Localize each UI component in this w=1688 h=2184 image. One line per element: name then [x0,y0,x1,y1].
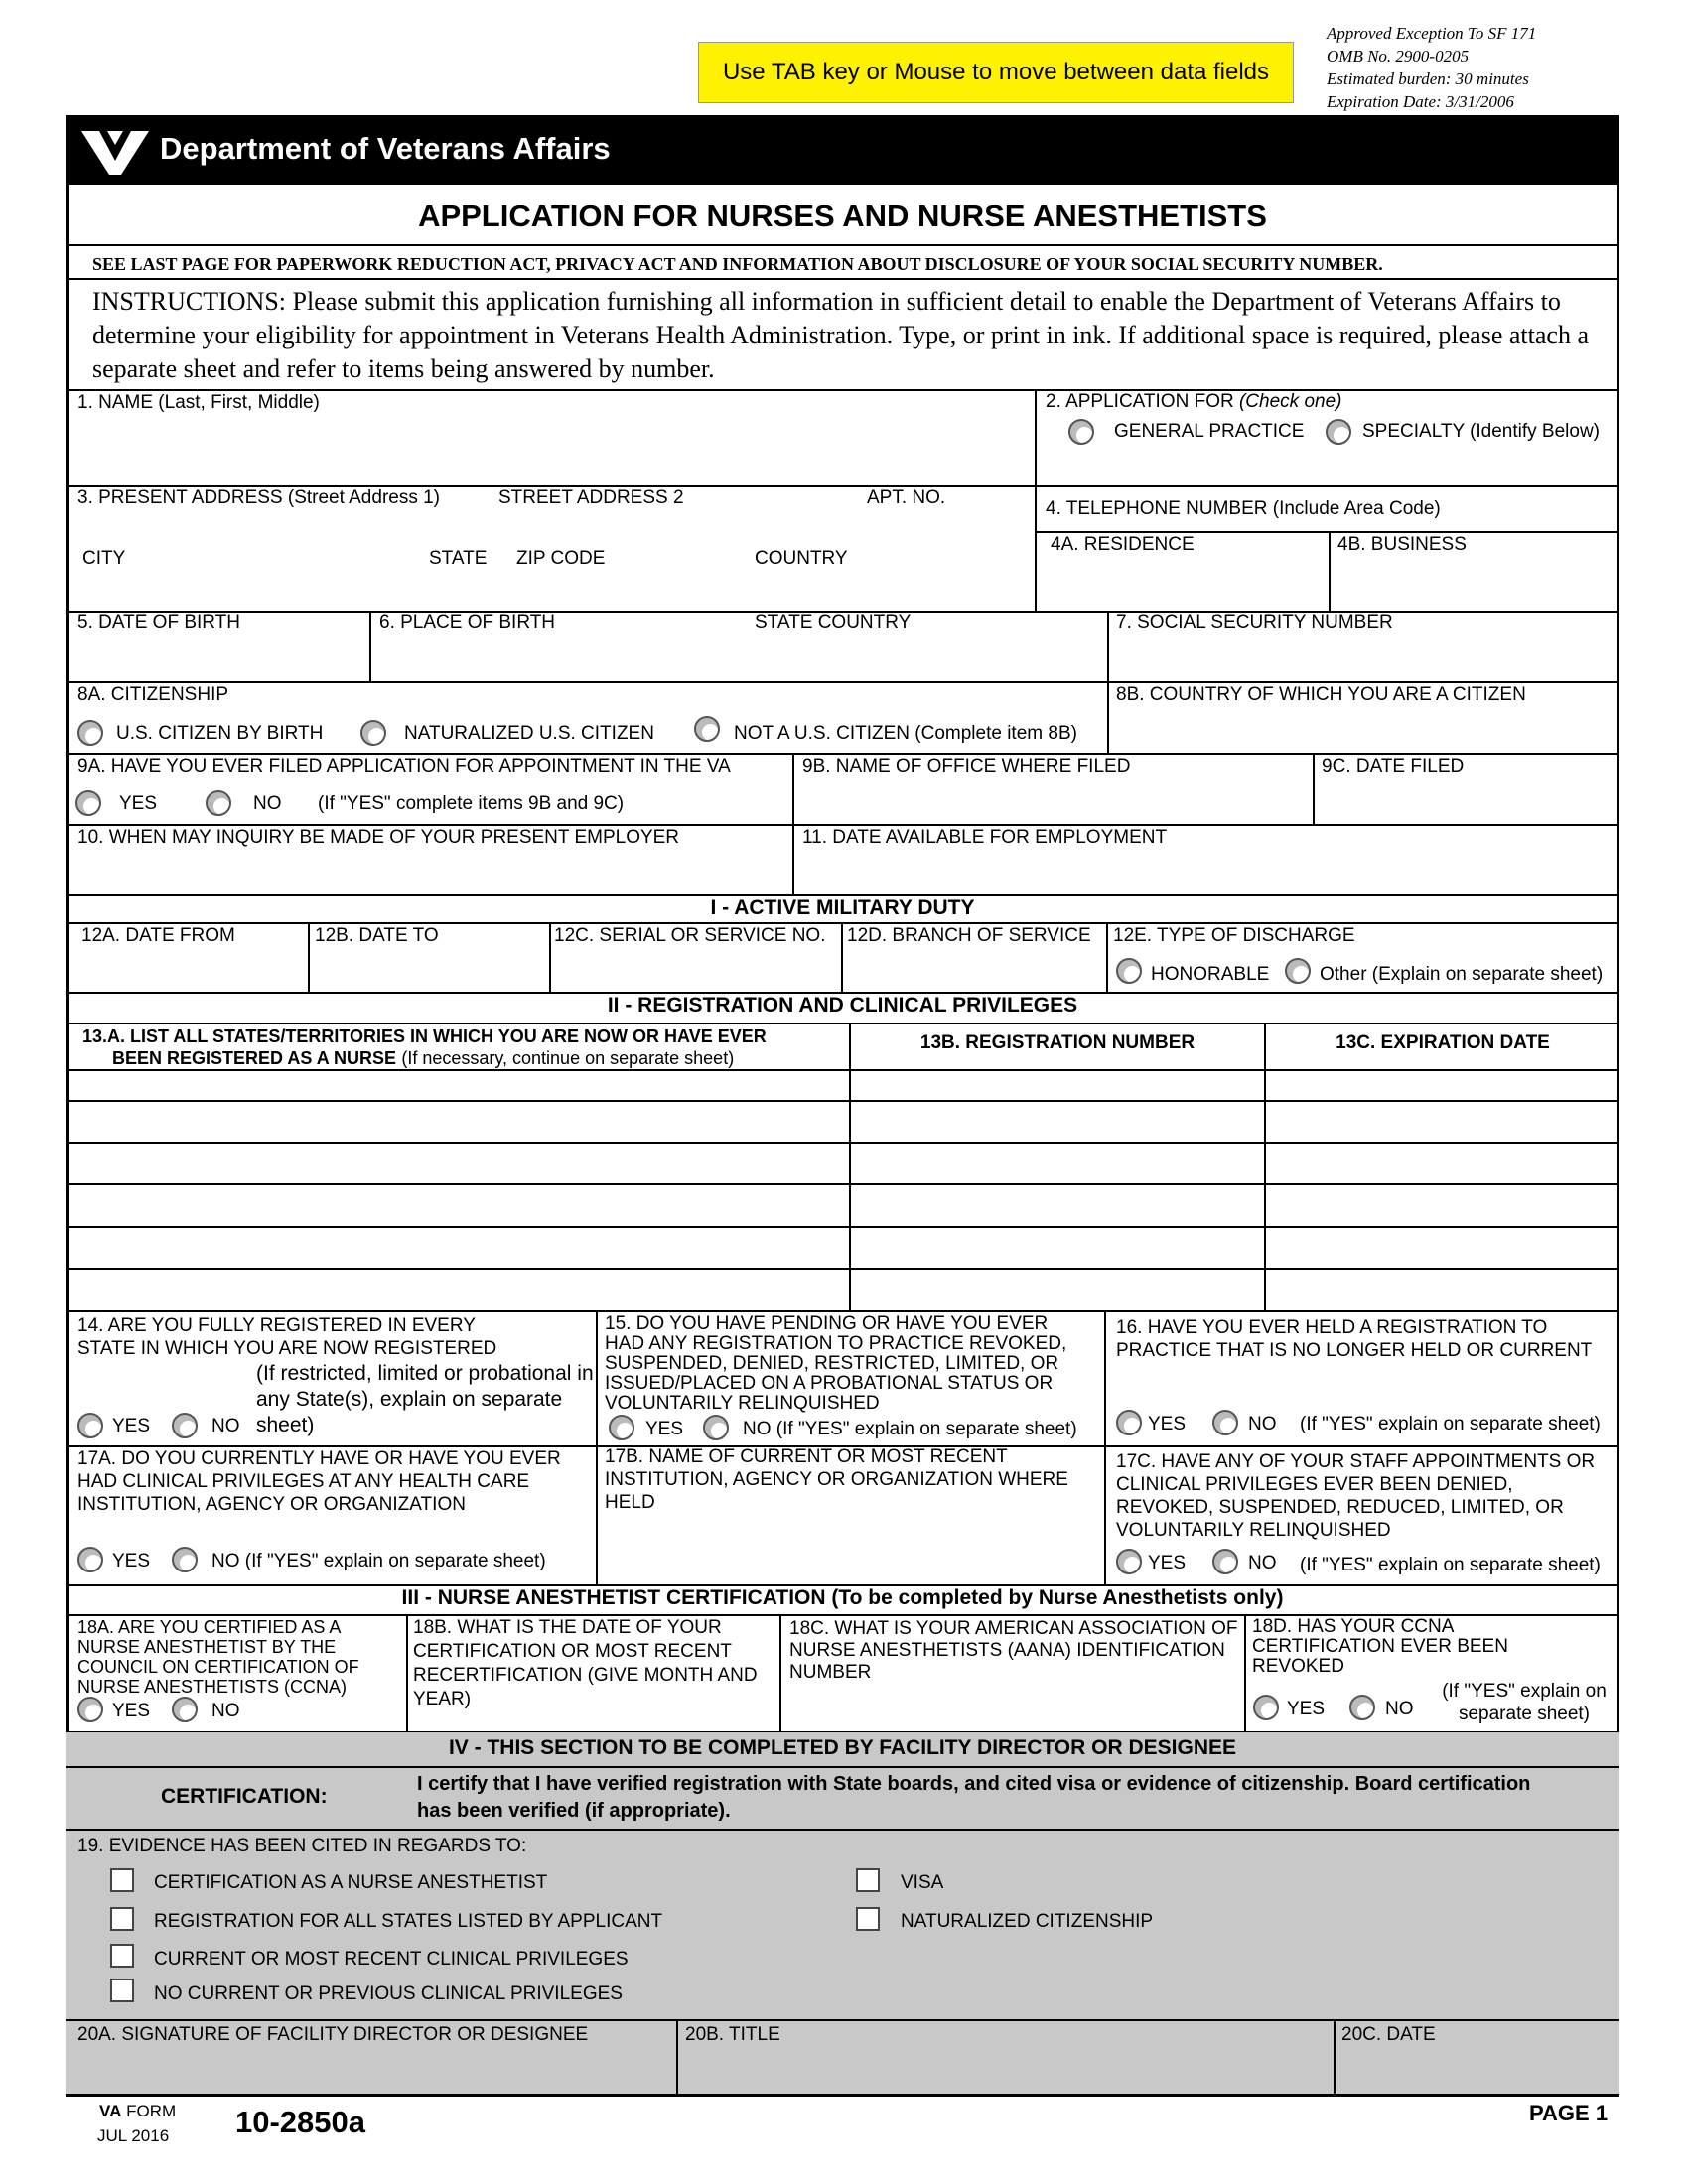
aana-number-label: 18C. WHAT IS YOUR AMERICAN ASSOCIATION OF NURSE ANESTHETISTS (AANA) IDENTIFICATION NUMBER [789,1618,1238,1683]
address-label: 3. PRESENT ADDRESS (Street Address 1) [77,487,441,508]
city-label: CITY [82,548,126,569]
residence-label: 4A. RESIDENCE [1051,534,1195,555]
navigation-hint: Use TAB key or Mouse to move between data fields [698,42,1294,103]
table-row [66,1268,1619,1270]
rule [66,1069,1619,1071]
va-banner [66,115,1619,185]
rule [1244,1614,1246,1731]
pending-revocation-label: 15. DO YOU HAVE PENDING OR HAVE YOU EVER HAD ANY REGISTRATION TO PRACTICE REVOKED, SUSPENDED, DENIED, RESTRICTED, LIMITED, OR ISSUED/PLACED ON A PROBATIONAL STATUS OR VOLUNTARILY RELINQUISHED [605,1313,1067,1414]
omb-line: Estimated burden: 30 minutes [1327,69,1529,88]
page-number: PAGE 1 [1529,2101,1609,2125]
rule [1329,531,1331,611]
rule [66,1766,1619,1768]
state-label: STATE [429,548,488,569]
held-no-radio[interactable] [1212,1410,1238,1435]
form-number: 10-2850a [235,2105,366,2139]
citizen-by-birth-label: U.S. CITIZEN BY BIRTH [116,723,324,744]
rule [1035,389,1037,611]
filed-no-radio[interactable] [206,790,231,816]
omb-block [1327,22,1664,113]
application-for-label: 2. APPLICATION FOR (Check one) [1046,391,1342,412]
revoked-no-label: NO (If "YES" explain on separate sheet) [743,1419,1077,1439]
dob-label: 5. DATE OF BIRTH [77,613,240,633]
date-filed-label: 9C. DATE FILED [1322,756,1465,777]
other-discharge-radio[interactable] [1285,958,1311,984]
title-label: 20B. TITLE [685,2024,780,2045]
business-label: 4B. BUSINESS [1337,534,1467,555]
not-citizen-label: NOT A U.S. CITIZEN (Complete item 8B) [734,723,1077,744]
pob-label: 6. PLACE OF BIRTH [379,613,556,633]
rule [308,922,310,992]
section-1-title: I - ACTIVE MILITARY DUTY [710,896,975,919]
states-header-2: BEEN REGISTERED AS A NURSE (If necessary, continue on separate sheet) [112,1048,735,1068]
citizenship-label: 8A. CITIZENSHIP [77,684,229,705]
naturalized-citizenship-checkbox[interactable] [856,1907,880,1931]
rule [66,244,1619,246]
general-practice-label: GENERAL PRACTICE [1114,421,1305,442]
discharge-label: 12E. TYPE OF DISCHARGE [1113,925,1355,946]
visa-checkbox[interactable] [856,1868,880,1892]
omb-line: Approved Exception To SF 171 [1327,24,1537,43]
section-3-title: III - NURSE ANESTHETIST CERTIFICATION (To be completed by Nurse Anesthetists only) [401,1586,1284,1609]
denied-yes-label: YES [1148,1553,1187,1573]
rule [66,1310,1619,1312]
filed-note: (If "YES" complete items 9B and 9C) [318,793,625,814]
honorable-radio[interactable] [1116,958,1142,984]
naturalized-radio[interactable] [360,720,386,746]
date-available-label: 11. DATE AVAILABLE FOR EMPLOYMENT [802,827,1168,848]
not-citizen-radio[interactable] [694,716,720,742]
table-row [66,1226,1619,1228]
privileges-no-radio[interactable] [172,1547,198,1572]
va-form-label: VA FORM [99,2102,177,2120]
rule [1104,1310,1106,1584]
ccna-revoked-label: 18D. HAS YOUR CCNA CERTIFICATION EVER BEEN REVOKED [1252,1616,1508,1677]
revoked-ccna-yes-label: YES [1287,1699,1326,1719]
rule [779,1614,781,1731]
registration-number-header: 13B. REGISTRATION NUMBER [919,1032,1196,1053]
filed-no-label: NO [253,793,282,814]
country-citizen-label: 8B. COUNTRY OF WHICH YOU ARE A CITIZEN [1116,684,1526,705]
ssn-label: 7. SOCIAL SECURITY NUMBER [1116,613,1393,633]
table-row [66,1100,1619,1102]
citizen-by-birth-radio[interactable] [77,720,103,746]
held-yes-radio[interactable] [1116,1410,1142,1435]
street2-label: STREET ADDRESS 2 [498,487,684,508]
revoked-ccna-no-radio[interactable] [1349,1695,1375,1720]
revoked-ccna-no-label: NO [1385,1699,1414,1719]
revoked-yes-label: YES [645,1419,684,1439]
filed-application-label: 9A. HAVE YOU EVER FILED APPLICATION FOR APPOINTMENT IN THE VA [77,756,731,777]
section-4-title: IV - THIS SECTION TO BE COMPLETED BY FACILITY DIRECTOR OR DESIGNEE [448,1736,1237,1759]
states-header: 13.A. LIST ALL STATES/TERRITORIES IN WHICH YOU ARE NOW OR HAVE EVER [82,1026,767,1046]
rule [66,2019,1619,2021]
fully-registered-label: 14. ARE YOU FULLY REGISTERED IN EVERY STATE IN WHICH YOU ARE NOW REGISTERED [77,1315,497,1359]
date-label: 20C. DATE [1341,2024,1436,2045]
service-no-label: 12C. SERIAL OR SERVICE NO. [554,925,826,946]
privileges-no-label: NO (If "YES" explain on separate sheet) [211,1551,546,1571]
clinical-privileges-label: 17A. DO YOU CURRENTLY HAVE OR HAVE YOU EVER HAD CLINICAL PRIVILEGES AT ANY HEALTH CARE INSTITUTION, AGENCY OR ORGANIZATION [77,1448,561,1515]
checkbox-label: CURRENT OR MOST RECENT CLINICAL PRIVILEGES [154,1949,629,1970]
country-label: COUNTRY [755,548,848,569]
privileges-yes-label: YES [112,1551,151,1571]
rule [549,922,551,992]
registered-yes-radio[interactable] [77,1413,103,1438]
checkbox-label: VISA [901,1872,944,1893]
filed-yes-label: YES [119,793,158,814]
omb-line: Expiration Date: 3/31/2006 [1327,92,1514,111]
evidence-label: 19. EVIDENCE HAS BEEN CITED IN REGARDS TO: [77,1836,527,1856]
section-2-title: II - REGISTRATION AND CLINICAL PRIVILEGES [607,994,1078,1017]
office-filed-label: 9B. NAME OF OFFICE WHERE FILED [802,756,1131,777]
form-date: JUL 2016 [97,2126,170,2145]
honorable-label: HONORABLE [1151,964,1270,985]
zip-label: ZIP CODE [516,548,606,569]
branch-label: 12D. BRANCH OF SERVICE [847,925,1091,946]
form-title: APPLICATION FOR NURSES AND NURSE ANESTHETISTS [418,199,1267,233]
naturalized-label: NATURALIZED U.S. CITIZEN [404,723,654,744]
held-no-label: NO [1248,1414,1277,1434]
institution-name-label: 17B. NAME OF CURRENT OR MOST RECENT INSTITUTION, AGENCY OR ORGANIZATION WHERE HELD [605,1446,1068,1513]
current-privileges-checkbox[interactable] [110,1944,134,1968]
checkbox-label: CERTIFICATION AS A NURSE ANESTHETIST [154,1872,548,1893]
certification-statement: I certify that I have verified registration with State boards, and cited visa or evidence of citizenship. Board certification has been verified (if appropriate). [417,1773,1531,1822]
held-yes-label: YES [1148,1414,1187,1434]
ccna-yes-label: YES [112,1701,151,1721]
held-explain-note: (If "YES" explain on separate sheet) [1300,1414,1601,1434]
rule [841,922,843,992]
specialty-radio[interactable] [1326,419,1351,445]
apt-label: APT. NO. [867,487,946,508]
rule [1106,922,1108,992]
rule [369,611,371,683]
name-label: 1. NAME (Last, First, Middle) [77,392,320,413]
rule [66,1829,1619,1831]
denied-explain-note: (If "YES" explain on separate sheet) [1300,1555,1601,1575]
signature-label: 20A. SIGNATURE OF FACILITY DIRECTOR OR DESIGNEE [77,2024,589,2045]
denied-no-radio[interactable] [1212,1549,1238,1574]
revoked-no-radio[interactable] [703,1415,729,1440]
revoked-ccna-note: (If "YES" explain on separate sheet) [1442,1681,1607,1724]
pob-state-country-label: STATE COUNTRY [755,613,912,633]
omb-line: OMB No. 2900-0205 [1327,47,1470,66]
registered-yes-label: YES [112,1416,151,1436]
rule [596,1310,598,1584]
department-name: Department of Veterans Affairs [160,131,611,166]
revoked-ccna-yes-radio[interactable] [1253,1695,1279,1720]
registered-no-radio[interactable] [172,1413,198,1438]
ccna-certified-label: 18A. ARE YOU CERTIFIED AS A NURSE ANESTHETIST BY THE COUNCIL ON CERTIFICATION OF NURSE ANESTHETISTS (CCNA) [77,1617,359,1697]
date-to-label: 12B. DATE TO [315,925,439,946]
telephone-label: 4. TELEPHONE NUMBER (Include Area Code) [1046,498,1441,519]
ccna-yes-radio[interactable] [77,1697,103,1722]
ccna-no-radio[interactable] [172,1697,198,1722]
ccna-no-label: NO [211,1701,240,1721]
nurse-anesthetist-checkbox[interactable] [110,1868,134,1892]
filed-yes-radio[interactable] [75,790,101,816]
rule [1334,2019,1336,2095]
revoked-yes-radio[interactable] [609,1415,634,1440]
rule [66,1023,1619,1024]
specialty-label: SPECIALTY (Identify Below) [1362,421,1601,442]
cert-date-label: 18B. WHAT IS THE DATE OF YOUR CERTIFICATION OR MOST RECENT RECERTIFICATION (GIVE MONTH AND YEAR) [413,1617,758,1709]
denied-yes-radio[interactable] [1116,1549,1142,1574]
rule [1313,753,1315,824]
other-discharge-label: Other (Explain on separate sheet) [1320,964,1604,985]
certification-label: CERTIFICATION: [161,1785,328,1808]
general-practice-radio[interactable] [1068,419,1094,445]
table-row [66,1142,1619,1144]
disclosure-notice: SEE LAST PAGE FOR PAPERWORK REDUCTION ACT, PRIVACY ACT AND INFORMATION ABOUT DISCLOSURE OF YOUR SOCIAL SECURITY NUMBER. [92,254,1383,274]
checkbox-label: REGISTRATION FOR ALL STATES LISTED BY APPLICANT [154,1911,663,1932]
va-logo-icon [77,123,153,179]
instructions: INSTRUCTIONS: Please submit this application furnishing all information in sufficient detail to enable the Department of Veterans Affairs to determine your eligibility for appointment in Veterans Health Administration. Type, or print in ink. If additional space is required, please attach a separate sheet and refer to items being answered by number. [92,287,1589,383]
appointments-denied-label: 17C. HAVE ANY OF YOUR STAFF APPOINTMENTS OR CLINICAL PRIVILEGES EVER BEEN DENIED, REVOKED, SUSPENDED, REDUCED, LIMITED, OR VOLUNTARILY RELINQUISHED [1116,1451,1596,1541]
rule [66,278,1619,280]
checkbox-label: NO CURRENT OR PREVIOUS CLINICAL PRIVILEGES [154,1983,623,2004]
table-row [66,1183,1619,1185]
rule [676,2019,678,2095]
no-privileges-checkbox[interactable] [110,1979,134,2002]
fully-registered-note: (If restricted, limited or probational in any State(s), explain on separate sheet) [256,1362,594,1436]
registration-checkbox[interactable] [110,1907,134,1931]
denied-no-label: NO [1248,1553,1277,1573]
privileges-yes-radio[interactable] [77,1547,103,1572]
expiration-date-header: 13C. EXPIRATION DATE [1336,1032,1550,1053]
rule [406,1614,408,1731]
checkbox-label: NATURALIZED CITIZENSHIP [901,1911,1154,1932]
registered-no-label: NO [211,1416,240,1436]
no-longer-held-label: 16. HAVE YOU EVER HELD A REGISTRATION TO PRACTICE THAT IS NO LONGER HELD OR CURRENT [1116,1317,1593,1361]
inquiry-label: 10. WHEN MAY INQUIRY BE MADE OF YOUR PRESENT EMPLOYER [77,827,680,848]
date-from-label: 12A. DATE FROM [81,925,235,946]
